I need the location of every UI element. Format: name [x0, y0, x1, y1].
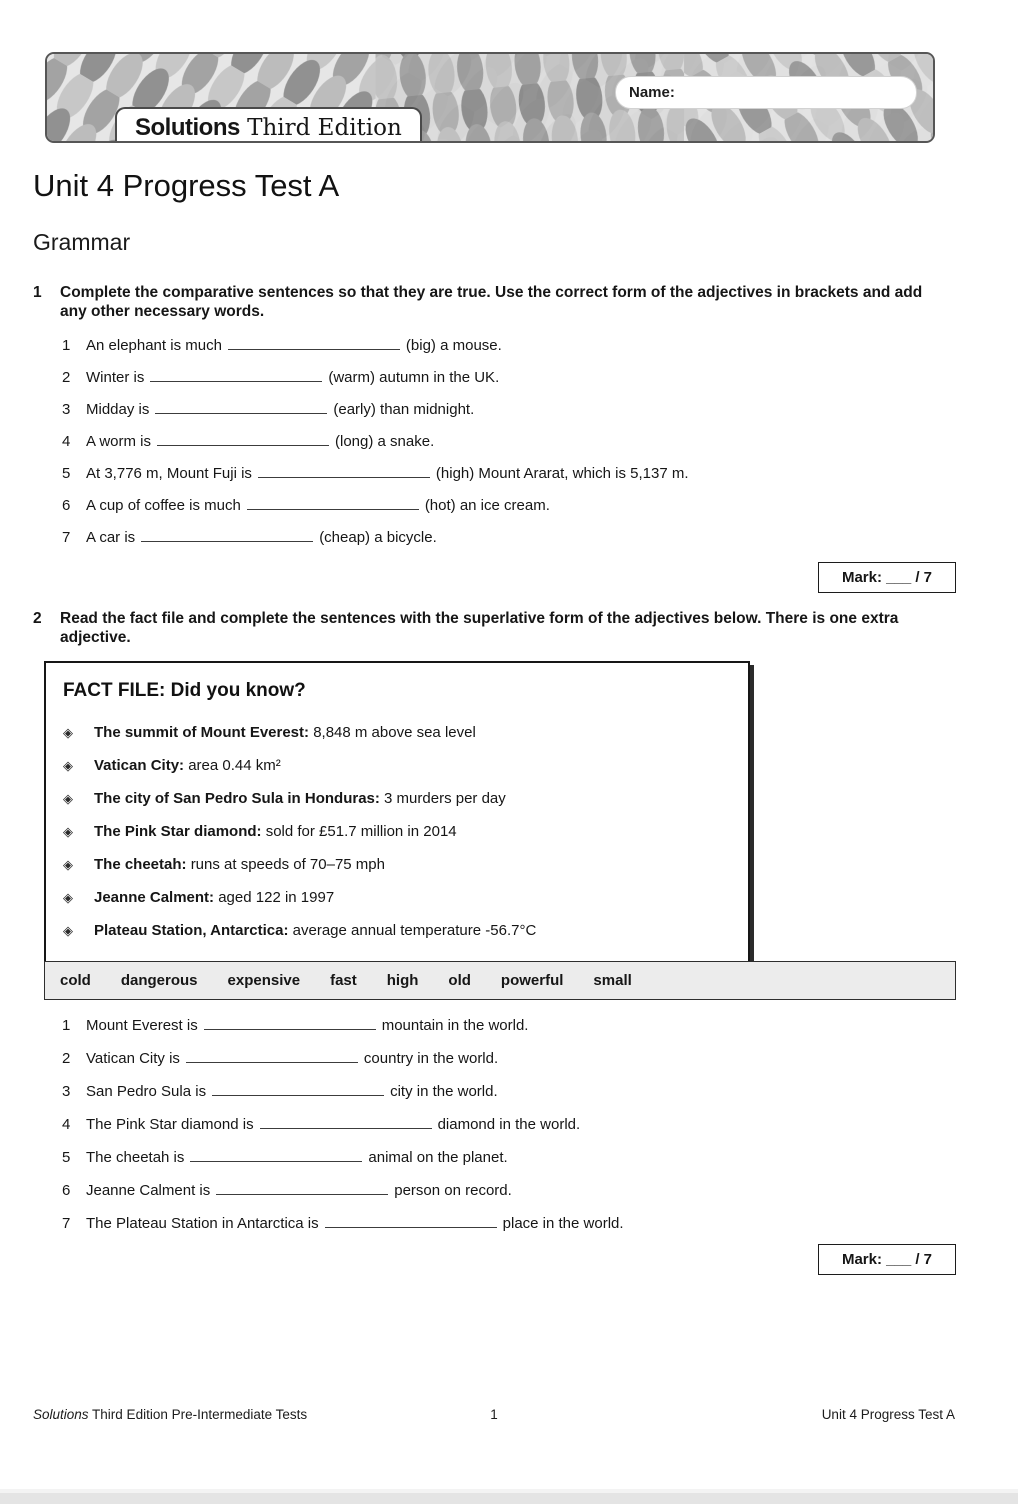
fact-name: Jeanne Calment:	[94, 889, 219, 906]
name-label: Name:	[629, 84, 675, 101]
question-row	[33, 496, 943, 515]
question-post: person on record.	[394, 1182, 512, 1199]
diamond-bullet-icon: ◈	[63, 857, 73, 872]
fact-name: The Pink Star diamond:	[94, 823, 266, 840]
question-post: animal on the planet.	[368, 1149, 508, 1166]
answer-blank[interactable]	[190, 1150, 362, 1162]
exercise2-instructions: Read the fact file and complete the sentences with the superlative form of the adjectives below. There is one extra adjective.	[60, 610, 899, 646]
exercise1-heading	[33, 284, 923, 322]
word-bank-item: small	[593, 972, 632, 989]
answer-blank[interactable]	[216, 1183, 388, 1195]
fact-value: 3 murders per day	[384, 790, 506, 807]
fact-name: The summit of Mount Everest:	[94, 724, 314, 741]
question-row	[33, 1049, 943, 1068]
answer-blank[interactable]	[228, 338, 400, 350]
diamond-bullet-icon: ◈	[63, 923, 73, 938]
word-bank-item: expensive	[227, 972, 301, 989]
answer-blank[interactable]	[150, 370, 322, 382]
diamond-bullet-icon: ◈	[63, 725, 73, 740]
answer-blank[interactable]	[141, 530, 313, 542]
question-number: 5	[62, 465, 71, 482]
exercise1-number: 1	[33, 284, 42, 301]
fact-name: Vatican City:	[94, 757, 189, 774]
question-number: 1	[62, 337, 71, 354]
word-bank-item: old	[448, 972, 471, 989]
fact-name: The cheetah:	[94, 856, 191, 873]
question-post: (long) a snake.	[335, 433, 435, 450]
question-number: 4	[62, 1116, 71, 1133]
question-number: 3	[62, 401, 71, 418]
question-post: city in the world.	[390, 1083, 498, 1100]
word-bank	[44, 961, 956, 1000]
fact-row	[63, 756, 730, 775]
answer-blank[interactable]	[325, 1216, 497, 1228]
word-bank-item: fast	[330, 972, 357, 989]
question-post: mountain in the world.	[381, 1017, 529, 1034]
question-pre: Jeanne Calment is	[86, 1182, 211, 1199]
question-number: 5	[62, 1149, 71, 1166]
fact-row	[63, 921, 730, 940]
name-field[interactable]	[615, 76, 917, 109]
question-number: 7	[62, 1215, 71, 1232]
section-title: Grammar	[33, 229, 131, 255]
logo-word-solutions: Solutions	[135, 114, 240, 141]
question-post: place in the world.	[502, 1215, 624, 1232]
diamond-bullet-icon: ◈	[63, 758, 73, 773]
question-row	[33, 336, 943, 355]
fact-value: sold for £51.7 million in 2014	[265, 823, 457, 840]
fact-row	[63, 888, 730, 907]
question-post: (hot) an ice cream.	[424, 497, 550, 514]
fact-file-title: FACT FILE: Did you know?	[63, 680, 306, 701]
question-post: country in the world.	[363, 1050, 499, 1067]
footer-test-title: Unit 4 Progress Test A	[821, 1407, 955, 1422]
bottom-scrollbar-track	[0, 1493, 1018, 1504]
question-pre: A worm is	[86, 433, 152, 450]
question-post: (big) a mouse.	[405, 337, 502, 354]
question-post: diamond in the world.	[437, 1116, 581, 1133]
question-number: 2	[62, 1050, 71, 1067]
footer-page-number: 1	[490, 1407, 498, 1422]
question-pre: The Pink Star diamond is	[86, 1116, 254, 1133]
footer-brand: Solutions	[33, 1407, 89, 1422]
question-row	[33, 1082, 943, 1101]
footer-series-rest: Third Edition Pre-Intermediate Tests	[88, 1407, 308, 1422]
fact-value: average annual temperature -56.7°C	[292, 922, 537, 939]
question-pre: Mount Everest is	[86, 1017, 198, 1034]
diamond-bullet-icon: ◈	[63, 890, 73, 905]
exercise2-heading	[33, 610, 923, 648]
question-post: (cheap) a bicycle.	[319, 529, 437, 546]
answer-blank[interactable]	[247, 498, 419, 510]
solutions-logo	[115, 107, 422, 143]
question-number: 4	[62, 433, 71, 450]
question-pre: A car is	[86, 529, 136, 546]
question-number: 7	[62, 529, 71, 546]
question-post: (high) Mount Ararat, which is 5,137 m.	[435, 465, 689, 482]
exercise1-instructions: Complete the comparative sentences so that they are true. Use the correct form of the adjectives in brackets and add any other necessary words.	[60, 284, 923, 320]
answer-blank[interactable]	[186, 1051, 358, 1063]
fact-row	[63, 822, 730, 841]
header-banner	[45, 52, 935, 143]
exercise1-questions	[33, 336, 943, 560]
logo-word-edition: Third Edition	[239, 115, 402, 141]
answer-blank[interactable]	[155, 402, 327, 414]
question-pre: The Plateau Station in Antarctica is	[86, 1215, 319, 1232]
question-number: 2	[62, 369, 71, 386]
fact-value: runs at speeds of 70–75 mph	[190, 856, 385, 873]
question-pre: San Pedro Sula is	[86, 1083, 207, 1100]
fact-value: area 0.44 km²	[188, 757, 281, 774]
question-row	[33, 1181, 943, 1200]
exercise2-mark-box: Mark: ___ / 7	[818, 1244, 956, 1275]
question-pre: The cheetah is	[86, 1149, 185, 1166]
fact-name: The city of San Pedro Sula in Honduras:	[94, 790, 385, 807]
question-row	[33, 432, 943, 451]
question-row	[33, 1214, 943, 1233]
page-title: Unit 4 Progress Test A	[33, 168, 340, 203]
fact-row	[63, 789, 730, 808]
question-number: 3	[62, 1083, 71, 1100]
question-pre: Vatican City is	[86, 1050, 180, 1067]
question-post: (warm) autumn in the UK.	[328, 369, 500, 386]
fact-value: 8,848 m above sea level	[313, 724, 476, 741]
fact-name: Plateau Station, Antarctica:	[94, 922, 293, 939]
question-row	[33, 1148, 943, 1167]
fact-row	[63, 723, 730, 742]
exercise2-questions	[33, 1016, 943, 1247]
question-post: (early) than midnight.	[333, 401, 475, 418]
fact-row	[63, 855, 730, 874]
question-row	[33, 1115, 943, 1134]
answer-blank[interactable]	[260, 1117, 432, 1129]
question-row	[33, 528, 943, 547]
question-pre: At 3,776 m, Mount Fuji is	[86, 465, 252, 482]
question-number: 6	[62, 497, 71, 514]
answer-blank[interactable]	[258, 466, 430, 478]
exercise2-number: 2	[33, 610, 42, 627]
word-bank-item: powerful	[500, 972, 564, 989]
fact-value: aged 122 in 1997	[218, 889, 335, 906]
question-row	[33, 400, 943, 419]
word-bank-item: cold	[60, 972, 91, 989]
question-pre: An elephant is much	[86, 337, 222, 354]
question-number: 1	[62, 1017, 71, 1034]
question-pre: Midday is	[86, 401, 150, 418]
diamond-bullet-icon: ◈	[63, 791, 73, 806]
question-row	[33, 1016, 943, 1035]
word-bank-item: dangerous	[120, 972, 198, 989]
word-bank-item: high	[386, 972, 419, 989]
diamond-bullet-icon: ◈	[63, 824, 73, 839]
answer-blank[interactable]	[212, 1084, 384, 1096]
question-row	[33, 368, 943, 387]
answer-blank[interactable]	[157, 434, 329, 446]
exercise1-mark-box: Mark: ___ / 7	[818, 562, 956, 593]
answer-blank[interactable]	[204, 1018, 376, 1030]
fact-file-box	[44, 661, 750, 964]
question-row	[33, 464, 943, 483]
question-pre: A cup of coffee is much	[86, 497, 241, 514]
question-pre: Winter is	[86, 369, 145, 386]
question-number: 6	[62, 1182, 71, 1199]
